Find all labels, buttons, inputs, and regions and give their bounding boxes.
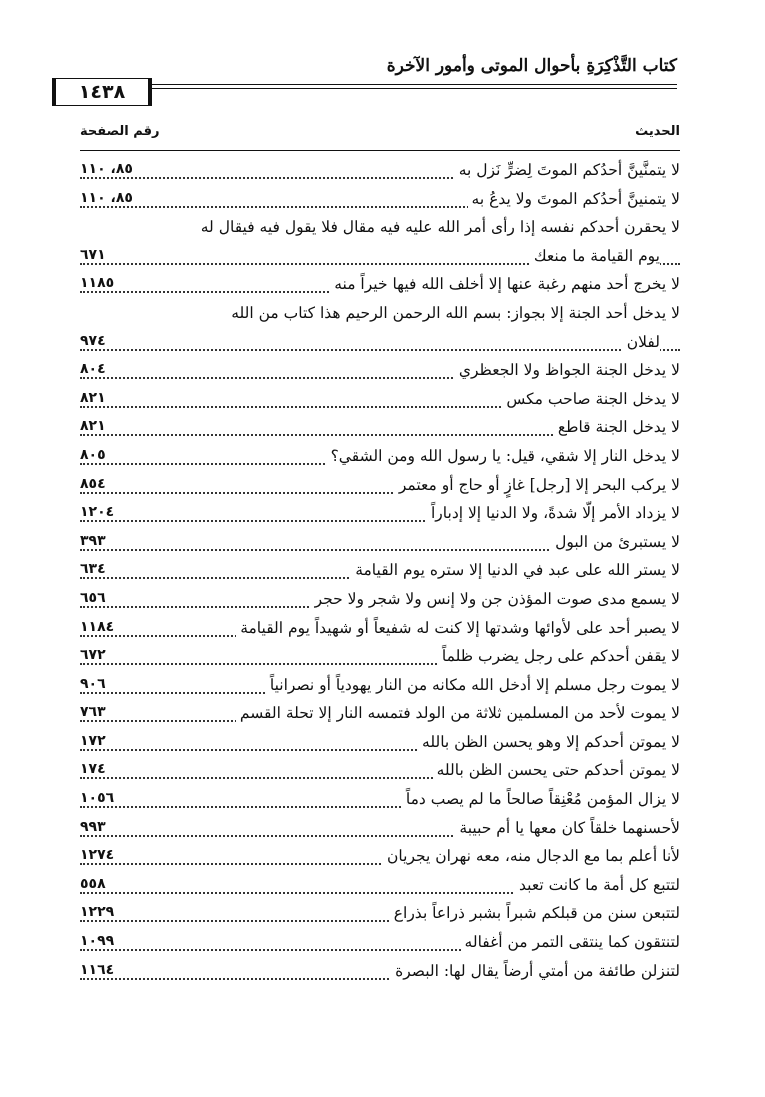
- page-reference: ٦٧٢: [80, 647, 114, 663]
- page-reference: ٨٠٤: [80, 361, 114, 377]
- header-rule: [94, 84, 677, 85]
- index-entry: [80, 901, 680, 930]
- index-entry: [80, 616, 680, 645]
- index-entry: [80, 959, 680, 988]
- hadith-text: لا يخرج أحد منهم رغبة عنها إلا أخلف الله فيها خيراً منه: [330, 275, 680, 293]
- page-reference: ٨٢١: [80, 418, 114, 434]
- index-entry: [80, 787, 680, 816]
- page-reference: ١٢٧٤: [80, 847, 122, 863]
- hadith-text: لا يزداد الأمر إلّا شدةً، ولا الدنيا إلا إدباراً: [427, 504, 680, 522]
- column-header-rule: [80, 150, 680, 151]
- page-reference: ١٠٩٩: [80, 933, 122, 949]
- hadith-text: لا يموتن أحدكم حتى يحسن الظن بالله: [433, 761, 680, 779]
- index-entry: [80, 730, 680, 759]
- hadith-text: لا يتمنينَّ أحدُكم الموتَ ولا يدعُ به: [468, 190, 680, 208]
- page-reference: ٩٩٣: [80, 819, 114, 835]
- index-entry: [80, 158, 680, 187]
- page-reference: ٨٠٥: [80, 447, 114, 463]
- page-number-column-header: رقم الصفحة: [80, 124, 160, 139]
- hadith-column-header: الحديث: [635, 124, 680, 139]
- hadith-text: لا يحقرن أحدكم نفسه إذا رأى أمر الله عليه فيه مقال فلا يقول فيه فيقال له: [197, 218, 680, 236]
- page-reference: ٦٣٤: [80, 561, 114, 577]
- hadith-text: لا يزال المؤمن مُعْنِقاً صالحاً ما لم يصب دماً: [402, 790, 680, 808]
- hadith-text: لا يموت رجل مسلم إلا أدخل الله مكانه من النار يهودياً أو نصرانياً: [266, 676, 680, 694]
- page-reference: ١٧٤: [80, 761, 114, 777]
- page-reference: ١٢٢٩: [80, 904, 122, 920]
- hadith-text: لا يركب البحر إلا [رجل] غازٍ أو حاج أو معتمر: [395, 476, 680, 494]
- hadith-text: لأحسنهما خلقاً كان معها يا أم حبيبة: [455, 819, 680, 837]
- hadith-text: لأنا أعلم بما مع الدجال منه، معه نهران يجريان: [383, 847, 680, 865]
- page-reference: ٣٩٣: [80, 533, 114, 549]
- running-header: [52, 50, 677, 106]
- index-entry: [80, 530, 680, 559]
- index-entry: [80, 930, 680, 959]
- page-reference: ٨٥، ١١٠: [80, 190, 141, 206]
- hadith-text: لا يدخل النار إلا شقي، قيل: يا رسول الله ومن الشقي؟: [327, 447, 680, 465]
- index-entry: [80, 758, 680, 787]
- hadith-text: لا يموت لأحد من المسلمين ثلاثة من الولد فتمسه النار إلا تحلة القسم: [236, 704, 680, 722]
- page-reference: ٩٠٦: [80, 676, 114, 692]
- index-entry: [80, 272, 680, 301]
- hadith-index: [80, 158, 680, 987]
- page-reference: ٨٥٤: [80, 476, 114, 492]
- index-entry: [80, 358, 680, 387]
- page-reference: ٦٧١: [80, 247, 114, 263]
- hadith-text-continuation: لفلان: [623, 333, 660, 351]
- index-entry: [80, 816, 680, 845]
- hadith-text: لا يموتن أحدكم إلا وهو يحسن الظن بالله: [418, 733, 680, 751]
- page-reference: ١١٦٤: [80, 962, 122, 978]
- page-reference: ١٠٥٦: [80, 790, 122, 806]
- page-reference: ٨٢١: [80, 390, 114, 406]
- column-headers: [80, 124, 680, 148]
- index-entry: [80, 187, 680, 216]
- index-entry: [80, 873, 680, 902]
- index-entry: [80, 444, 680, 473]
- page-reference: ١١٨٥: [80, 275, 122, 291]
- page-reference: ١٧٢: [80, 733, 114, 749]
- page-reference: ٥٥٨: [80, 876, 114, 892]
- index-entry: [80, 701, 680, 730]
- hadith-text: لتنزلن طائفة من أمتي أرضاً يقال لها: البصرة: [391, 962, 680, 980]
- index-entry: [80, 387, 680, 416]
- book-title: كتاب التَّذْكِرَةِ بأحوال الموتى وأمور الآخرة: [386, 56, 677, 76]
- index-entry: [80, 473, 680, 502]
- page-reference: ٧٦٣: [80, 704, 114, 720]
- hadith-text: لا يدخل الجنة الجواظ ولا الجعظري: [455, 361, 680, 379]
- hadith-text: لا يدخل أحد الجنة إلا بجواز: بسم الله الرحمن الرحيم هذا كتاب من الله: [227, 304, 680, 322]
- hadith-text: لا يقفن أحدكم على رجل يضرب ظلماً: [438, 647, 680, 665]
- index-entry: [80, 558, 680, 587]
- header-rule-thin: [94, 88, 677, 89]
- page-reference: ٦٥٦: [80, 590, 114, 606]
- index-entry: [80, 301, 680, 358]
- index-entry: [80, 844, 680, 873]
- page-reference: ١١٨٤: [80, 619, 122, 635]
- page-reference: ٩٧٤: [80, 333, 114, 349]
- index-entry: [80, 215, 680, 272]
- hadith-text: لا يستر الله على عبد في الدنيا إلا ستره يوم القيامة: [351, 561, 680, 579]
- hadith-text: لا يدخل الجنة قاطع: [554, 418, 680, 436]
- hadith-text-continuation: يوم القيامة ما منعك: [530, 247, 660, 265]
- hadith-text: لا يصبر أحد على لأوائها وشدتها إلا كنت له شفيعاً أو شهيداً يوم القيامة: [236, 619, 680, 637]
- page-reference: ٨٥، ١١٠: [80, 161, 141, 177]
- dot-leader: [80, 349, 680, 351]
- index-entry: [80, 644, 680, 673]
- page-number: ١٤٣٨: [52, 78, 152, 106]
- hadith-text: لتنتقون كما ينتقى التمر من أغفاله: [461, 933, 680, 951]
- hadith-text: لا يدخل الجنة صاحب مكس: [502, 390, 680, 408]
- index-entry: [80, 501, 680, 530]
- hadith-text: لا يتمنَّينَّ أحدُكم الموتَ لِضرٍّ نَزل به: [455, 161, 680, 179]
- hadith-text: لتتبع كل أمة ما كانت تعبد: [515, 876, 680, 894]
- index-entry: [80, 415, 680, 444]
- hadith-text: لا يسمع مدى صوت المؤذن جن ولا إنس ولا شجر ولا حجر: [311, 590, 680, 608]
- page-reference: ١٢٠٤: [80, 504, 122, 520]
- hadith-text: لتتبعن سنن من قبلكم شبراً بشبر ذراعاً بذراع: [390, 904, 680, 922]
- hadith-text: لا يستبرئ من البول: [551, 533, 680, 551]
- index-entry: [80, 587, 680, 616]
- index-entry: [80, 673, 680, 702]
